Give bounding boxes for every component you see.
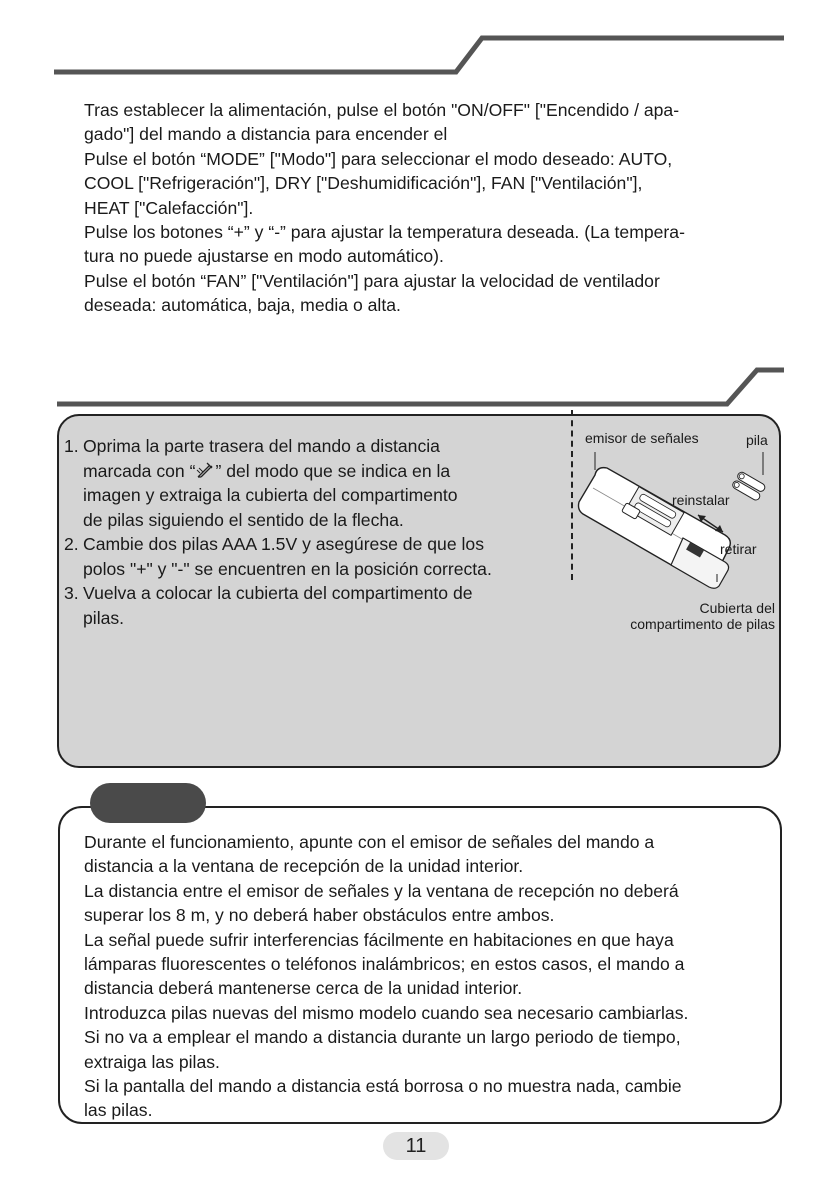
remove-label: retirar [720,541,757,557]
battery-label: pila [746,432,768,448]
notes-text [84,830,776,1123]
note-line: lámparas fluorescentes o teléfonos inalámbricos; en estos casos, el mando a [84,954,685,975]
operation-instructions [84,98,774,318]
operation-line: gado"] del mando a distancia para encender el [84,124,448,145]
operation-line: Pulse el botón “MODE” ["Modo"] para seleccionar el modo deseado: AUTO, [84,148,673,169]
note-line: distancia deberá mantenerse cerca de la unidad interior. [84,978,523,999]
battery-step-1 [64,434,564,532]
step-text: pilas. [83,607,125,628]
remote-battery-illustration [575,440,780,590]
operation-line: deseada: automática, baja, media o alta. [84,295,401,316]
step-text: de pilas siguiendo el sentido de la flecha. [83,509,404,530]
emitter-label: emisor de señales [585,430,699,446]
press-mark-icon [195,460,215,480]
operation-line: COOL ["Refrigeración"], DRY ["Deshumidificación"], FAN ["Ventilación"], [84,173,643,194]
operation-line: HEAT ["Calefacción"]. [84,197,254,218]
battery-steps [64,434,564,630]
operation-line: Pulse el botón “FAN” ["Ventilación"] para ajustar la velocidad de ventilador [84,270,660,291]
remove-arrow-icon [715,525,723,532]
page-number: 11 [383,1132,449,1160]
note-line: las pilas. [84,1100,153,1121]
operation-line: Pulse los botones “+” y “-” para ajustar la temperatura deseada. (La tempera- [84,222,685,243]
note-line: La distancia entre el emisor de señales y la ventana de recepción no deberá [84,880,679,901]
figure-divider [571,410,573,580]
note-line: Introduzca pilas nuevas del mismo modelo cuando sea necesario cambiarlas. [84,1002,689,1023]
step-number: 1. [64,436,79,456]
battery-step-2 [64,532,564,581]
operation-line: tura no puede ajustarse en modo automático). [84,246,444,267]
step-text: Cambie dos pilas AAA 1.5V y asegúrese de que los [83,534,484,554]
note-line: extraiga las pilas. [84,1051,220,1072]
reinstall-label: reinstalar [672,492,730,508]
step-text: marcada con “ [83,460,196,481]
note-line: Si la pantalla del mando a distancia está borrosa o no muestra nada, cambie [84,1076,682,1097]
cover-label-line-1: Cubierta del [699,600,775,616]
step-number: 2. [64,534,79,554]
note-line: distancia a la ventana de recepción de la unidad interior. [84,856,524,877]
step-text: imagen y extraiga la cubierta del compartimento [83,485,458,505]
note-line: La señal puede sufrir interferencias fácilmente en habitaciones en que haya [84,929,674,950]
note-line: superar los 8 m, y no deberá haber obstáculos entre ambos. [84,905,555,926]
top-section-rule [54,38,784,72]
step-text: polos "+" y "-" se encuentren en la posición correcta. [83,558,492,579]
battery-step-3 [64,581,564,630]
operation-line: Tras establecer la alimentación, pulse el botón "ON/OFF" ["Encendido / apa- [84,100,680,120]
note-line: Si no va a emplear el mando a distancia durante un largo periodo de tiempo, [84,1027,681,1048]
step-text: ” del modo que se indica en la [215,460,451,481]
step-text: Vuelva a colocar la cubierta del compartimento de [83,583,473,603]
note-line: Durante el funcionamiento, apunte con el emisor de señales del mando a [84,832,655,852]
battery-pair-icon [731,471,766,502]
step-number: 3. [64,583,79,603]
battery-section-rule [57,370,784,404]
step-text: Oprima la parte trasera del mando a distancia [83,436,440,456]
notes-tab-badge [90,783,206,823]
cover-label-line-2: compartimento de pilas [630,616,775,632]
